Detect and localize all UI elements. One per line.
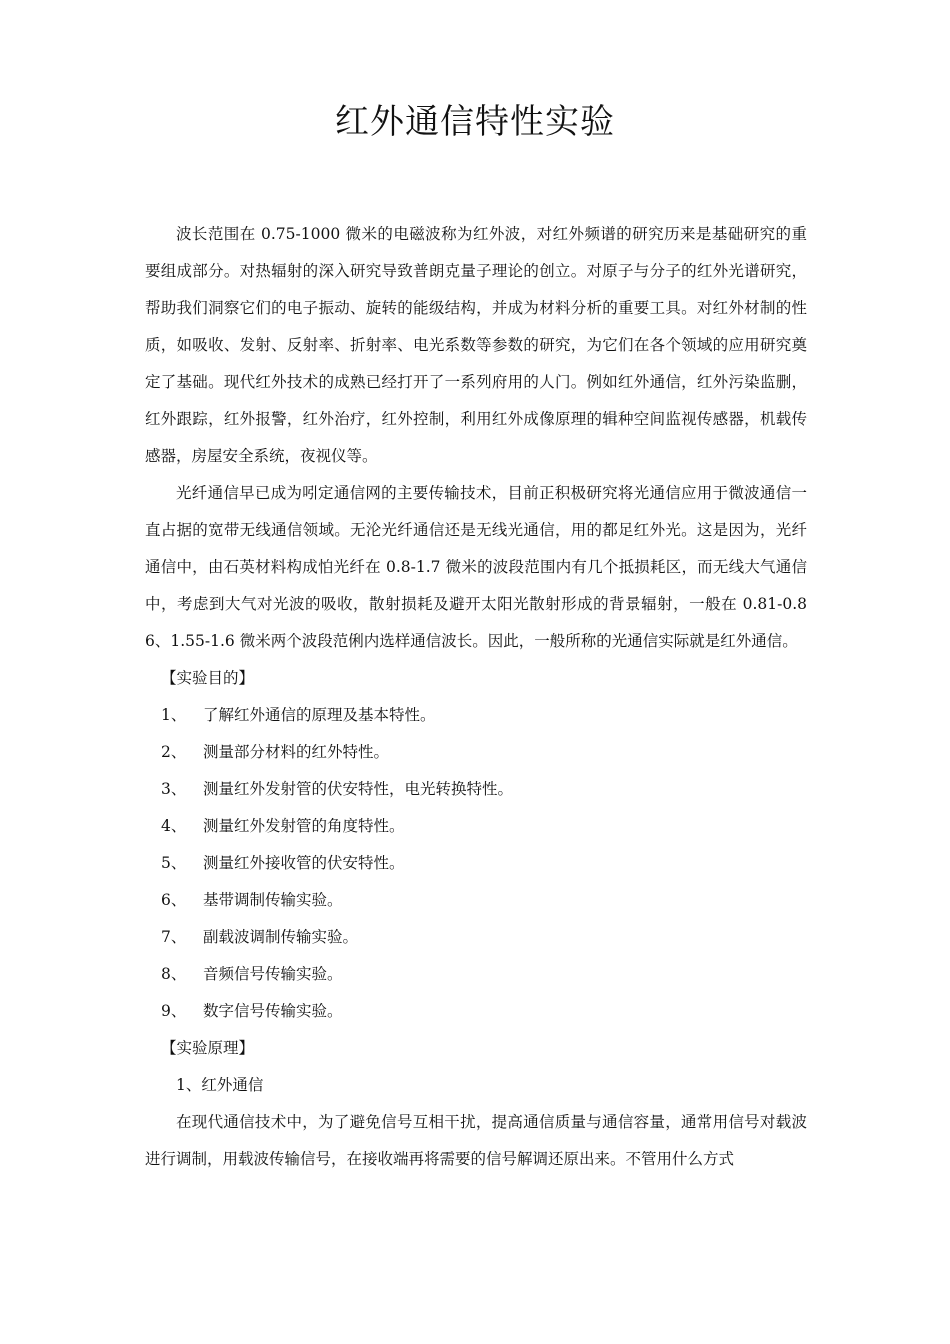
list-item-text: 测量红外发射管的角度特性。 bbox=[203, 817, 405, 835]
list-item-number: 6、 bbox=[161, 891, 187, 909]
intro-paragraph-1: 波长范围在 0.75-1000 微米的电磁波称为红外波，对红外频谱的研究历来是基础研究的重要组成部分。对热辐射的深入研究导致普朗克量子理论的创立。对原子与分子的红外光谱研究，帮助我们洞察它们的电子振动、旋转的能级结构，并成为材料分析的重要工具。对红外材制的性质，如吸收、发射、反射率、折射率、电光系数等参数的研究，为它们在各个领域的应用研究奠定了基础。现代红外技术的成熟已经打开了一系列府用的人门。例如红外通信，红外污染监删，红外跟踪，红外报警，红外治疗，红外控制，利用红外成像原理的辑种空间监视传感器，机载传感器，房屋安全系统，夜视仪等。 bbox=[145, 225, 807, 465]
list-item bbox=[145, 808, 807, 845]
list-item-text: 了解红外通信的原理及基本特性。 bbox=[203, 706, 436, 724]
objectives-list bbox=[145, 697, 807, 1030]
objectives-heading: 【实验目的】 bbox=[161, 669, 255, 687]
list-item bbox=[145, 882, 807, 919]
list-item-number: 1、 bbox=[161, 706, 187, 724]
list-item-number: 5、 bbox=[161, 854, 187, 872]
list-item-number: 8、 bbox=[161, 965, 187, 983]
list-item bbox=[145, 771, 807, 808]
list-item-number: 9、 bbox=[161, 1002, 187, 1020]
list-item-text: 副载波调制传输实验。 bbox=[203, 928, 359, 946]
list-item bbox=[145, 734, 807, 771]
list-item-number: 3、 bbox=[161, 780, 187, 798]
list-item bbox=[145, 697, 807, 734]
list-item-text: 基带调制传输实验。 bbox=[203, 891, 343, 909]
list-item-number: 7、 bbox=[161, 928, 187, 946]
list-item bbox=[145, 919, 807, 956]
document-body bbox=[145, 216, 807, 1178]
list-item-text: 音频信号传输实验。 bbox=[203, 965, 343, 983]
list-item-text: 测量红外发射管的伏安特性，电光转换特性。 bbox=[203, 780, 514, 798]
document-title: 红外通信特性实验 bbox=[335, 102, 615, 142]
list-item-text: 测量红外接收管的伏安特性。 bbox=[203, 854, 405, 872]
list-item bbox=[145, 845, 807, 882]
list-item-number: 2、 bbox=[161, 743, 187, 761]
principle-subheading: 1、红外通信 bbox=[176, 1076, 264, 1094]
list-item bbox=[145, 993, 807, 1030]
list-item-number: 4、 bbox=[161, 817, 187, 835]
intro-paragraph-2: 光纤通信早已成为吲定通信网的主要传输技术，目前正积极研究将光通信应用于微波通信一直占据的宽带无线通信领域。无沦光纤通信还是无线光通信，用的都足红外光。这是因为，光纤通信中，由石英材料构成怕光纤在 0.8-1.7 微米的波段范围内有几个抵损耗区，而无线大气通信中，考虑到大气对光波的吸收，散射损耗及避开太阳光散射形成的背景辐射，一般在 0.81-0.86、1.55-1.6 微米两个波段范俐内选样通信波长。因此，一般所称的光通信实际就是红外通信。 bbox=[145, 484, 807, 650]
list-item-text: 数字信号传输实验。 bbox=[203, 1002, 343, 1020]
list-item bbox=[145, 956, 807, 993]
list-item-text: 测量部分材料的红外特性。 bbox=[203, 743, 390, 761]
principle-paragraph: 在现代通信技术中，为了避免信号互相干扰，提高通信质量与通信容量，通常用信号对载波进行调制，用载波传输信号，在接收端再将需要的信号解调还原出来。不管用什么方式 bbox=[145, 1113, 807, 1168]
principle-heading: 【实验原理】 bbox=[161, 1039, 255, 1057]
